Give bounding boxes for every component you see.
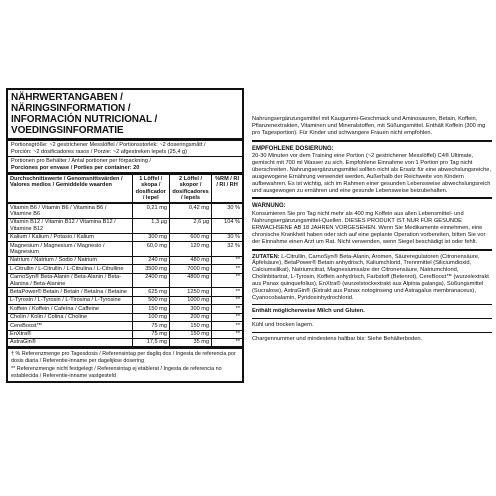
value-one-scoop: 0,21 mg bbox=[132, 203, 169, 218]
divider bbox=[252, 249, 492, 251]
reference-intake: ** bbox=[212, 296, 242, 304]
nutrient-name: L-Tyrosin / L-Tyrosin / L-Tirosina / L-Tyrosine bbox=[8, 296, 132, 304]
nutrient-name: CarnoSyn® Beta-Alanin / Beta-Alanin / Beta-Alanina / Beta-Alanine bbox=[8, 273, 132, 288]
value-one-scoop: 17,5 mg bbox=[132, 338, 169, 346]
value-one-scoop: 3500 mg bbox=[132, 265, 169, 273]
nutrient-name: Vitamin B6 / Vitamin B6 / Vitamina B6 / Vitamine B6 bbox=[8, 203, 132, 218]
dosage-heading: EMPFOHLENE DOSIERUNG: bbox=[252, 145, 334, 152]
reference-intake: ** bbox=[212, 256, 242, 264]
table-row bbox=[8, 305, 242, 313]
footnote-reference: † % Referenzmenge pro Tagesdosis / Referensintag per dagliq dos / Ingesta de referencia por dosis diaria / Referentie-inname per dagelijkse dosering bbox=[11, 351, 236, 364]
reference-intake: 30 % bbox=[212, 233, 242, 241]
divider bbox=[252, 332, 492, 333]
serving-size-line1: Portionsgröße: ~2 gestrichener Messlöffel / Portionsstorlek: ~2 doseringsmått / bbox=[11, 142, 206, 148]
allergen-notice: Enthält möglicherweise Milch und Gluten. bbox=[252, 308, 365, 315]
header-reference-intake: %RM / RI / RI / RH bbox=[212, 175, 242, 203]
value-two-scoops: 150 mg bbox=[169, 330, 211, 338]
product-intro: Nahrungsergänzungsmittel mit Kaugummi-Geschmack und Aminosauren, Betain, Koffein, Pflanzenextrakten, Vitaminen und Mineralstoffen, mit Süßungsmittel. Enthält Koffein (300 mg pro Tagesportion). Für Kinder und schwangere Frauen nicht empfohlen. bbox=[252, 116, 486, 136]
nutrient-name: Natrium / Natrium / Sodio / Natrium bbox=[8, 256, 132, 264]
reference-intake: 104 % bbox=[212, 218, 242, 233]
value-two-scoops: 1250 mg bbox=[169, 288, 211, 296]
table-row bbox=[8, 338, 242, 346]
value-one-scoop: 625 mg bbox=[132, 288, 169, 296]
table-row bbox=[8, 203, 242, 218]
divider bbox=[252, 304, 492, 305]
table-row bbox=[8, 296, 242, 304]
serving-size bbox=[8, 141, 242, 157]
nutrition-facts-panel bbox=[6, 88, 244, 383]
reference-intake: ** bbox=[212, 273, 242, 288]
value-two-scoops: 2,6 µg bbox=[169, 218, 211, 233]
value-one-scoop: 300 mg bbox=[132, 233, 169, 241]
table-row bbox=[8, 313, 242, 321]
reference-intake: ** bbox=[212, 330, 242, 338]
nutrient-name: Vitamin B12 / Vitamin B12 / Vitamina B12 / Vitamine B12 bbox=[8, 218, 132, 233]
table-row bbox=[8, 288, 242, 296]
value-one-scoop: 100 mg bbox=[132, 313, 169, 321]
value-one-scoop: 240 mg bbox=[132, 256, 169, 264]
table-row bbox=[8, 265, 242, 273]
nutrient-name: Magnesium / Magnesium / Magnesio / Magnesium bbox=[8, 242, 132, 257]
batch-notice: Chargennummer und mindestens haltbar bis: Siehe Behälterboden. bbox=[252, 336, 423, 343]
table-row bbox=[8, 322, 242, 330]
ingredients-text: L-Citrullin, CarnoSyn® Beta-Alanin, Aromen, Säureregulatoren (Citronensäure, Äpfelsäure), BetaPower® Betain anhydrisch, Kaliumchlorid, Trennmittel (Siliciumdioxid, Calciumsilikat), Natriumcitrat, Magnesiumsalze der Citronensäure, Natriumchlorid, Cholinbitartrat, L-Tyrosin, Koffein anhydrisch, Farbstoff (Betenrot), CereBoost™ (wurzelextrakt aus Panax quinquefolius), EnXtra® (wurzelstockextrakt aus Alpinia galanga), Süßungsmittel (Sucralose), AstraGin® (Extrakt aus Panax notoginseng und Astragalus membranaceus), Cyanocobalamin, Pyridoxinhydrochlorid. bbox=[252, 253, 489, 301]
table-row bbox=[8, 330, 242, 338]
value-one-scoop: 500 mg bbox=[132, 296, 169, 304]
nutrition-title-line2: INFORMACIÓN NUTRICIONAL / VOEDINGSINFORMATIE bbox=[11, 114, 158, 136]
table-row bbox=[8, 218, 242, 233]
serving-size-line2: Porción: ~2 dosificadores rasos / Porzie: ~2 afgestreken lepels (25,4 g) bbox=[11, 148, 187, 155]
divider bbox=[252, 197, 492, 199]
ingredients-heading: ZUTATEN: bbox=[252, 253, 280, 260]
nutrition-footnotes bbox=[8, 347, 242, 381]
table-row bbox=[8, 233, 242, 241]
header-two-scoops: 2 Löffel / skopor / dosificadores / lepels bbox=[169, 175, 211, 203]
nutrient-name: BetaPower® Betain / Betain / Betaína / Betaine bbox=[8, 288, 132, 296]
value-two-scoops: 480 mg bbox=[169, 256, 211, 264]
divider bbox=[252, 318, 492, 319]
table-header-row bbox=[8, 175, 242, 203]
header-average-values: Durchschnittswerte / Genomsnittsvärden / Valores medios / Gemiddelde waarden bbox=[8, 175, 132, 203]
nutrient-name: L-Citrullin / L-Citrullin / L-Citrulina / L-Citrulline bbox=[8, 265, 132, 273]
reference-intake: 32 % bbox=[212, 242, 242, 257]
table-row bbox=[8, 256, 242, 264]
nutrition-table-body bbox=[8, 203, 242, 347]
value-two-scoops: 600 mg bbox=[169, 233, 211, 241]
value-two-scoops: 200 mg bbox=[169, 313, 211, 321]
warning-heading: WARNUNG: bbox=[252, 203, 286, 210]
value-two-scoops: 7000 mg bbox=[169, 265, 211, 273]
divider bbox=[252, 140, 492, 142]
value-two-scoops: 300 mg bbox=[169, 305, 211, 313]
value-one-scoop: 75 mg bbox=[132, 330, 169, 338]
nutrient-name: Kalium / Kalium / Potasio / Kalium bbox=[8, 233, 132, 241]
value-one-scoop: 150 mg bbox=[132, 305, 169, 313]
value-two-scoops: 1000 mg bbox=[169, 296, 211, 304]
nutrition-title-line1: NÄHRWERTANGABEN / NÄRINGSINFORMATION / bbox=[11, 92, 131, 114]
value-two-scoops: 4800 mg bbox=[169, 273, 211, 288]
servings-line1: Portionen pro Behälter / Antal portioner per förpackning / bbox=[11, 158, 151, 165]
warning-text: Konsumieren Sie pro Tag nicht mehr als 400 mg Koffein aus allen Lebensmittel- und Nahrungsergänzungsmittel-Quellen. DIESES PRODUKT IST NUR FÜR GESUNDE ERWACHSENE AB 18 JAHREN VORGESEHEN. Wenn Sie Medikamente einnehmen, eine chronische Krankheit haben oder sich auf eine geplante Operation vorbereiten, bitten Sie vor der Einnahme einen Arzt um Rat. Nicht verwenden, wenn Siegel beschädigt ist oder fehlt. bbox=[252, 211, 486, 245]
nutrition-title bbox=[8, 90, 242, 141]
reference-intake: ** bbox=[212, 305, 242, 313]
nutrient-name: CereBoost™ bbox=[8, 322, 132, 330]
reference-intake: ** bbox=[212, 322, 242, 330]
footnote-not-established: ** Referenzmenge nicht festgelegt / Referensintag ej etablerat / Ingesta de referencia no establecida / Referentie-inname vastgesteld bbox=[11, 366, 222, 379]
nutrient-name: EnXtra® bbox=[8, 330, 132, 338]
nutrition-table bbox=[8, 175, 242, 347]
product-info-column bbox=[252, 116, 492, 346]
value-two-scoops: 35 mg bbox=[169, 338, 211, 346]
ingredients bbox=[252, 254, 492, 302]
reference-intake: 30 % bbox=[212, 203, 242, 218]
servings-per-container bbox=[8, 157, 242, 175]
nutrient-name: AstraGin® bbox=[8, 338, 132, 346]
value-one-scoop: 75 mg bbox=[132, 322, 169, 330]
value-two-scoops: 150 mg bbox=[169, 322, 211, 330]
reference-intake: ** bbox=[212, 338, 242, 346]
value-one-scoop: 60,0 mg bbox=[132, 242, 169, 257]
nutrient-name: Koffein / Koffein / Cafeína / Caffeine bbox=[8, 305, 132, 313]
reference-intake: ** bbox=[212, 265, 242, 273]
value-one-scoop: 2400 mg bbox=[132, 273, 169, 288]
value-two-scoops: 0,42 mg bbox=[169, 203, 211, 218]
table-row bbox=[8, 273, 242, 288]
nutrient-name: Cholin / Kolin / Colina / Choline bbox=[8, 313, 132, 321]
header-one-scoop: 1 Löffel / skopa / dosificador / lepel bbox=[132, 175, 169, 203]
reference-intake: ** bbox=[212, 288, 242, 296]
reference-intake: ** bbox=[212, 313, 242, 321]
value-one-scoop: 1,3 µg bbox=[132, 218, 169, 233]
value-two-scoops: 120 mg bbox=[169, 242, 211, 257]
dosage-text: 20-30 Minuten vor dem Training eine Portion (~2 gestrichener Messlöffel) C4® Ultimate, gemischt mit 700 ml Wasser zu sich. Empfohlene Einnahme von 1 Portion pro Tag nicht überschreiten. Nahrungsergänzungsmittel sollten nicht als Ersatz für eine abwechslungsreiche, ausgewogene Ernährung verwendet werden. Außerhalb der Reichweite von Kindern aufbewahren. Es ist wichtig, sich im Rahmen einer gesunden Lebensweise abwechslungsreich und ausgewogen zu ernähren und eine gesunde Lebensweise beizubehalten. bbox=[252, 153, 492, 194]
table-row bbox=[8, 242, 242, 257]
storage-notice: Kühl und trocken lagern. bbox=[252, 322, 314, 329]
servings-line2: Porciones por envase / Porties per container: 20 bbox=[11, 164, 140, 171]
